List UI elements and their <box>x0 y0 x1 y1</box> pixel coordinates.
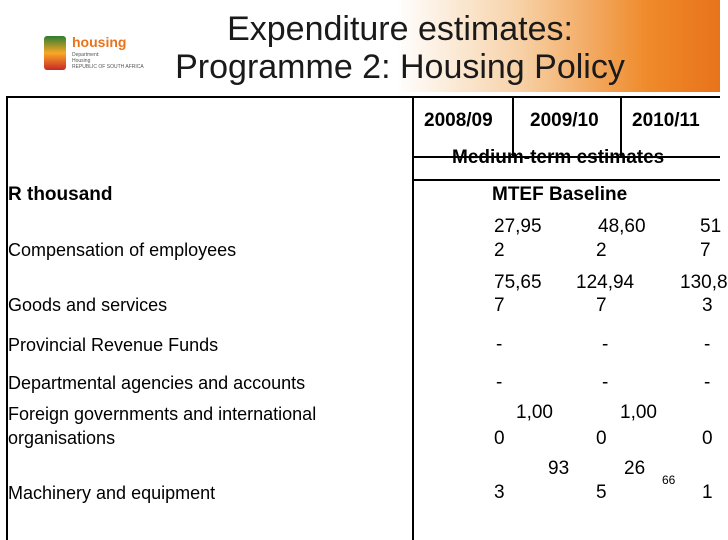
cell-machinery-2008-a: 93 <box>548 458 570 479</box>
cell-foreign-2009-a: 1,00 <box>620 402 657 423</box>
cell-departmental-2009: - <box>602 372 609 393</box>
cell-machinery-2009-b: 5 <box>596 482 607 503</box>
cell-foreign-2008-b: 0 <box>494 428 505 449</box>
row-label-departmental-agencies: Departmental agencies and accounts <box>8 373 306 393</box>
cell-foreign-2010-b: 0 <box>702 428 713 449</box>
row-label-machinery: Machinery and equipment <box>8 483 216 503</box>
cell-goods-2010-a: 130,8 <box>680 272 728 293</box>
cell-machinery-2010-b: 1 <box>702 482 713 503</box>
cell-compensation-2010-b: 7 <box>700 240 711 261</box>
logo-subtext-3: REPUBLIC OF SOUTH AFRICA <box>72 64 144 70</box>
title-line-2: Programme 2: Housing Policy <box>175 48 625 86</box>
cell-foreign-2009-b: 0 <box>596 428 607 449</box>
row-label-provincial-revenue: Provincial Revenue Funds <box>8 335 219 355</box>
cell-machinery-2008-b: 3 <box>494 482 505 503</box>
logo-subtext-2: Housing <box>72 58 91 64</box>
label-column-divider <box>412 96 414 540</box>
row-label-foreign-governments: Foreign governments and international organisations <box>8 404 317 448</box>
cell-compensation-2010-a: 51 <box>700 216 722 237</box>
table-top-border <box>6 96 720 98</box>
title-line-1: Expenditure estimates: <box>227 10 573 48</box>
cell-goods-2008-a: 75,65 <box>494 272 542 293</box>
medium-term-label: Medium-term estimates <box>452 147 665 168</box>
cell-provincial-2009: - <box>602 334 609 355</box>
cell-compensation-2009-b: 2 <box>596 240 607 261</box>
cell-departmental-2008: - <box>496 372 503 393</box>
year-header-2009-10: 2009/10 <box>530 110 599 131</box>
cell-departmental-2010: - <box>704 372 711 393</box>
cell-compensation-2008-a: 27,95 <box>494 216 542 237</box>
cell-goods-2008-b: 7 <box>494 295 505 316</box>
baseline-label: MTEF Baseline <box>492 184 628 205</box>
cell-provincial-2008: - <box>496 334 503 355</box>
cell-compensation-2008-b: 2 <box>494 240 505 261</box>
row-label-compensation: Compensation of employees <box>8 240 237 260</box>
slide-title <box>150 10 650 86</box>
housing-logo <box>44 36 154 76</box>
unit-label: R thousand <box>8 184 113 205</box>
cell-foreign-2008-a: 1,00 <box>516 402 553 423</box>
cell-compensation-2009-a: 48,60 <box>598 216 646 237</box>
table-left-border <box>6 96 8 540</box>
cell-provincial-2010: - <box>704 334 711 355</box>
cell-machinery-2009-a: 26 <box>624 458 646 479</box>
coat-of-arms-icon <box>44 36 66 70</box>
page-number: 66 <box>662 473 676 487</box>
year-header-2008-09: 2008/09 <box>424 110 493 131</box>
cell-goods-2009-b: 7 <box>596 295 607 316</box>
logo-subtext-1: Department: <box>72 52 100 58</box>
medium-term-underline <box>412 179 720 181</box>
cell-goods-2009-a: 124,94 <box>576 272 635 293</box>
year-header-2010-11: 2010/11 <box>632 110 700 131</box>
cell-goods-2010-b: 3 <box>702 295 713 316</box>
row-label-goods-services: Goods and services <box>8 295 168 315</box>
logo-text: housing <box>72 34 127 50</box>
